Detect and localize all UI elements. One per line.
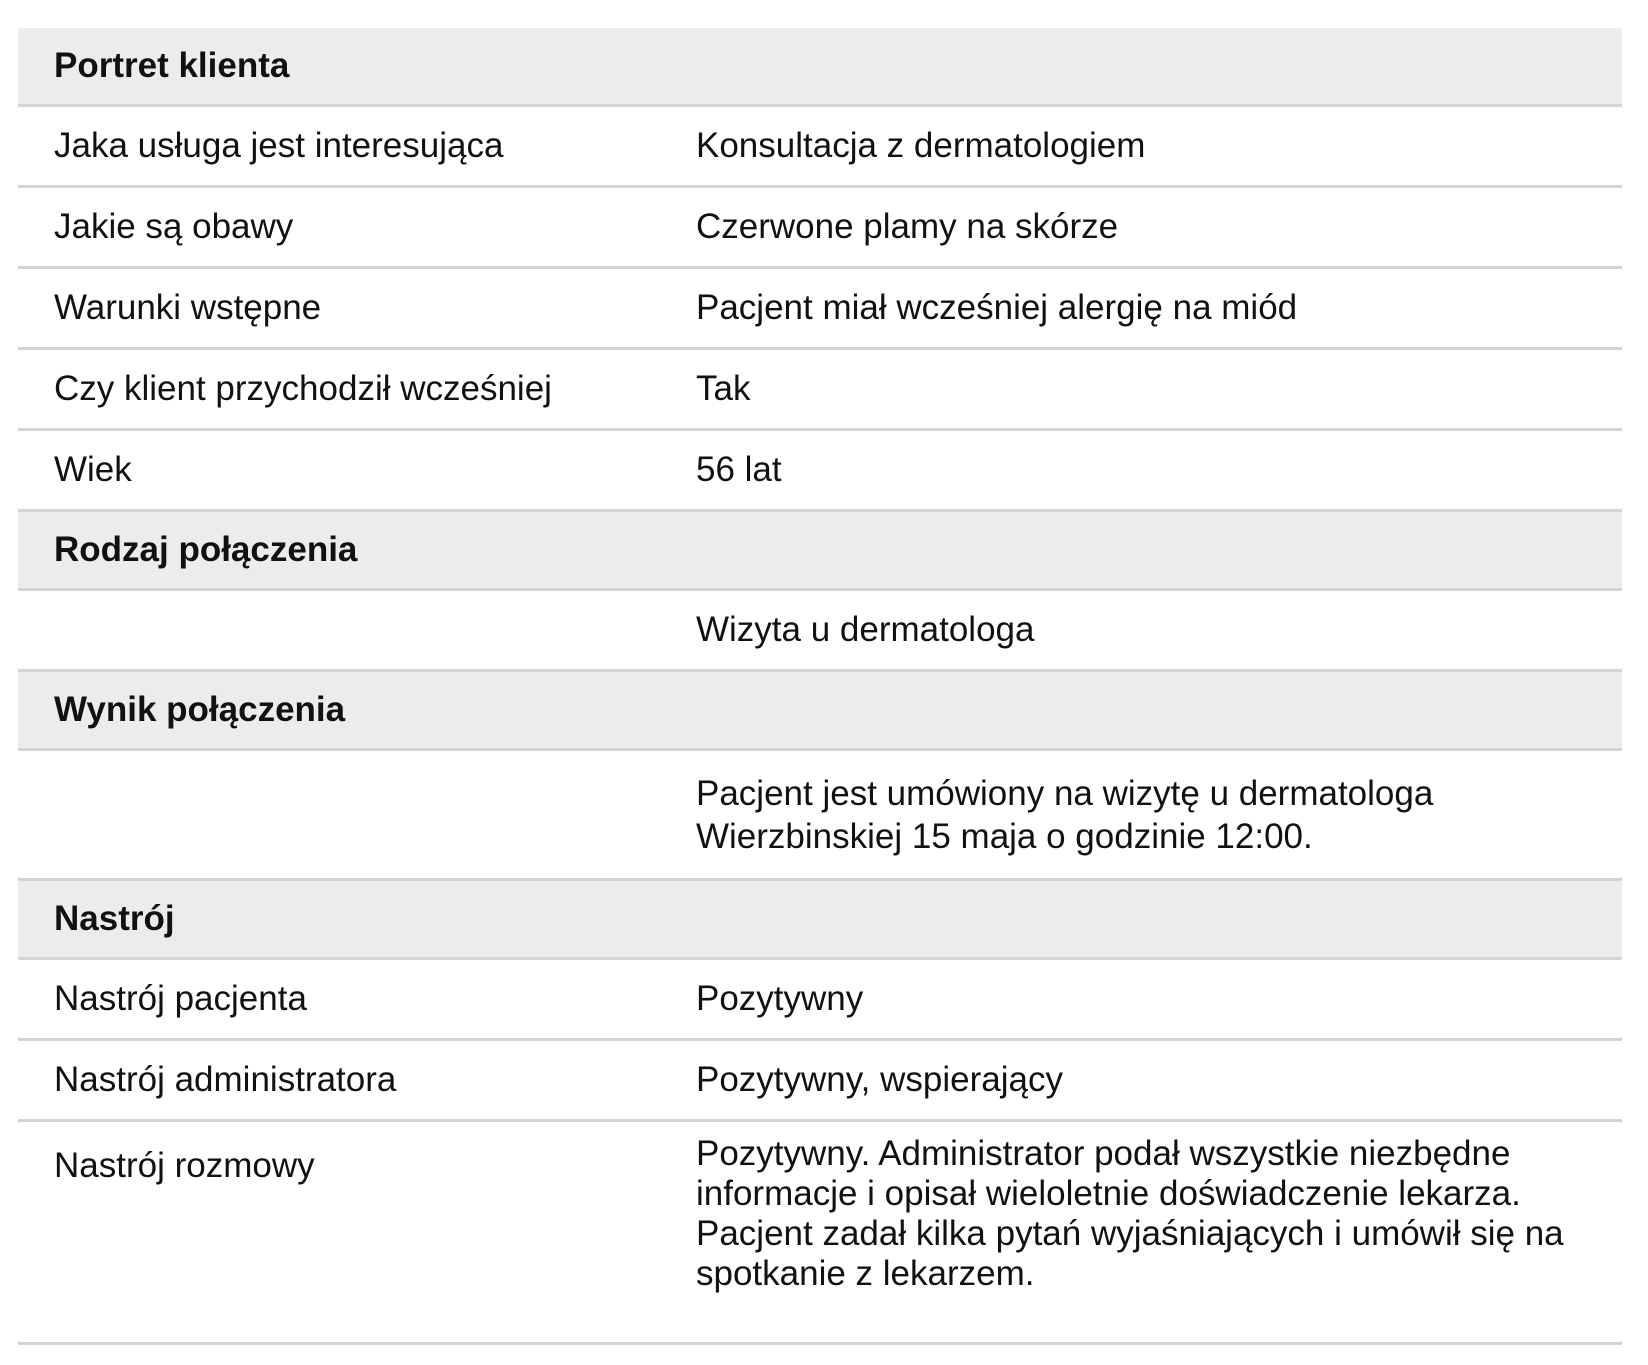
row-value: Wizyta u dermatologa	[696, 610, 1035, 649]
section-header-call-type	[18, 512, 1622, 591]
section-title: Portret klienta	[54, 46, 290, 85]
table-row	[18, 751, 1622, 881]
row-label: Nastrój pacjenta	[54, 979, 307, 1018]
row-value: Pozytywny. Administrator podał wszystkie niezbędne informacje i opisał wieloletnie doświadczenie lekarza. Pacjent zadał kilka pytań wyjaśniających i umówił się na spotkanie z lekarzem.	[696, 1134, 1564, 1293]
row-label: Nastrój rozmowy	[54, 1146, 315, 1185]
row-value: 56 lat	[696, 450, 782, 489]
call-summary-table	[18, 28, 1622, 1345]
table-row	[18, 350, 1622, 431]
row-label: Czy klient przychodził wcześniej	[54, 369, 552, 408]
section-header-mood	[18, 881, 1622, 960]
table-row	[18, 1122, 1622, 1345]
row-label: Wiek	[54, 450, 132, 489]
row-value: Pozytywny, wspierający	[696, 1060, 1063, 1099]
table-row	[18, 107, 1622, 188]
row-label: Warunki wstępne	[54, 288, 322, 327]
section-title: Wynik połączenia	[54, 690, 346, 729]
section-title: Nastrój	[54, 899, 175, 938]
section-header-client-portrait	[18, 28, 1622, 107]
table-row	[18, 1041, 1622, 1122]
row-label: Jaka usługa jest interesująca	[54, 126, 504, 165]
row-label: Jakie są obawy	[54, 207, 294, 246]
row-value: Pacjent miał wcześniej alergię na miód	[696, 288, 1298, 327]
table-row	[18, 188, 1622, 269]
row-value: Konsultacja z dermatologiem	[696, 126, 1146, 165]
section-header-call-result	[18, 672, 1622, 751]
row-label: Nastrój administratora	[54, 1060, 397, 1099]
row-value: Czerwone plamy na skórze	[696, 207, 1119, 246]
row-value: Pozytywny	[696, 979, 864, 1018]
table-row	[18, 269, 1622, 350]
table-row	[18, 960, 1622, 1041]
table-row	[18, 431, 1622, 512]
row-value: Tak	[696, 369, 751, 408]
section-title: Rodzaj połączenia	[54, 530, 358, 569]
row-value: Pacjent jest umówiony na wizytę u dermatologa Wierzbinskiej 15 maja o godzinie 12:00.	[696, 773, 1434, 856]
table-row	[18, 591, 1622, 672]
